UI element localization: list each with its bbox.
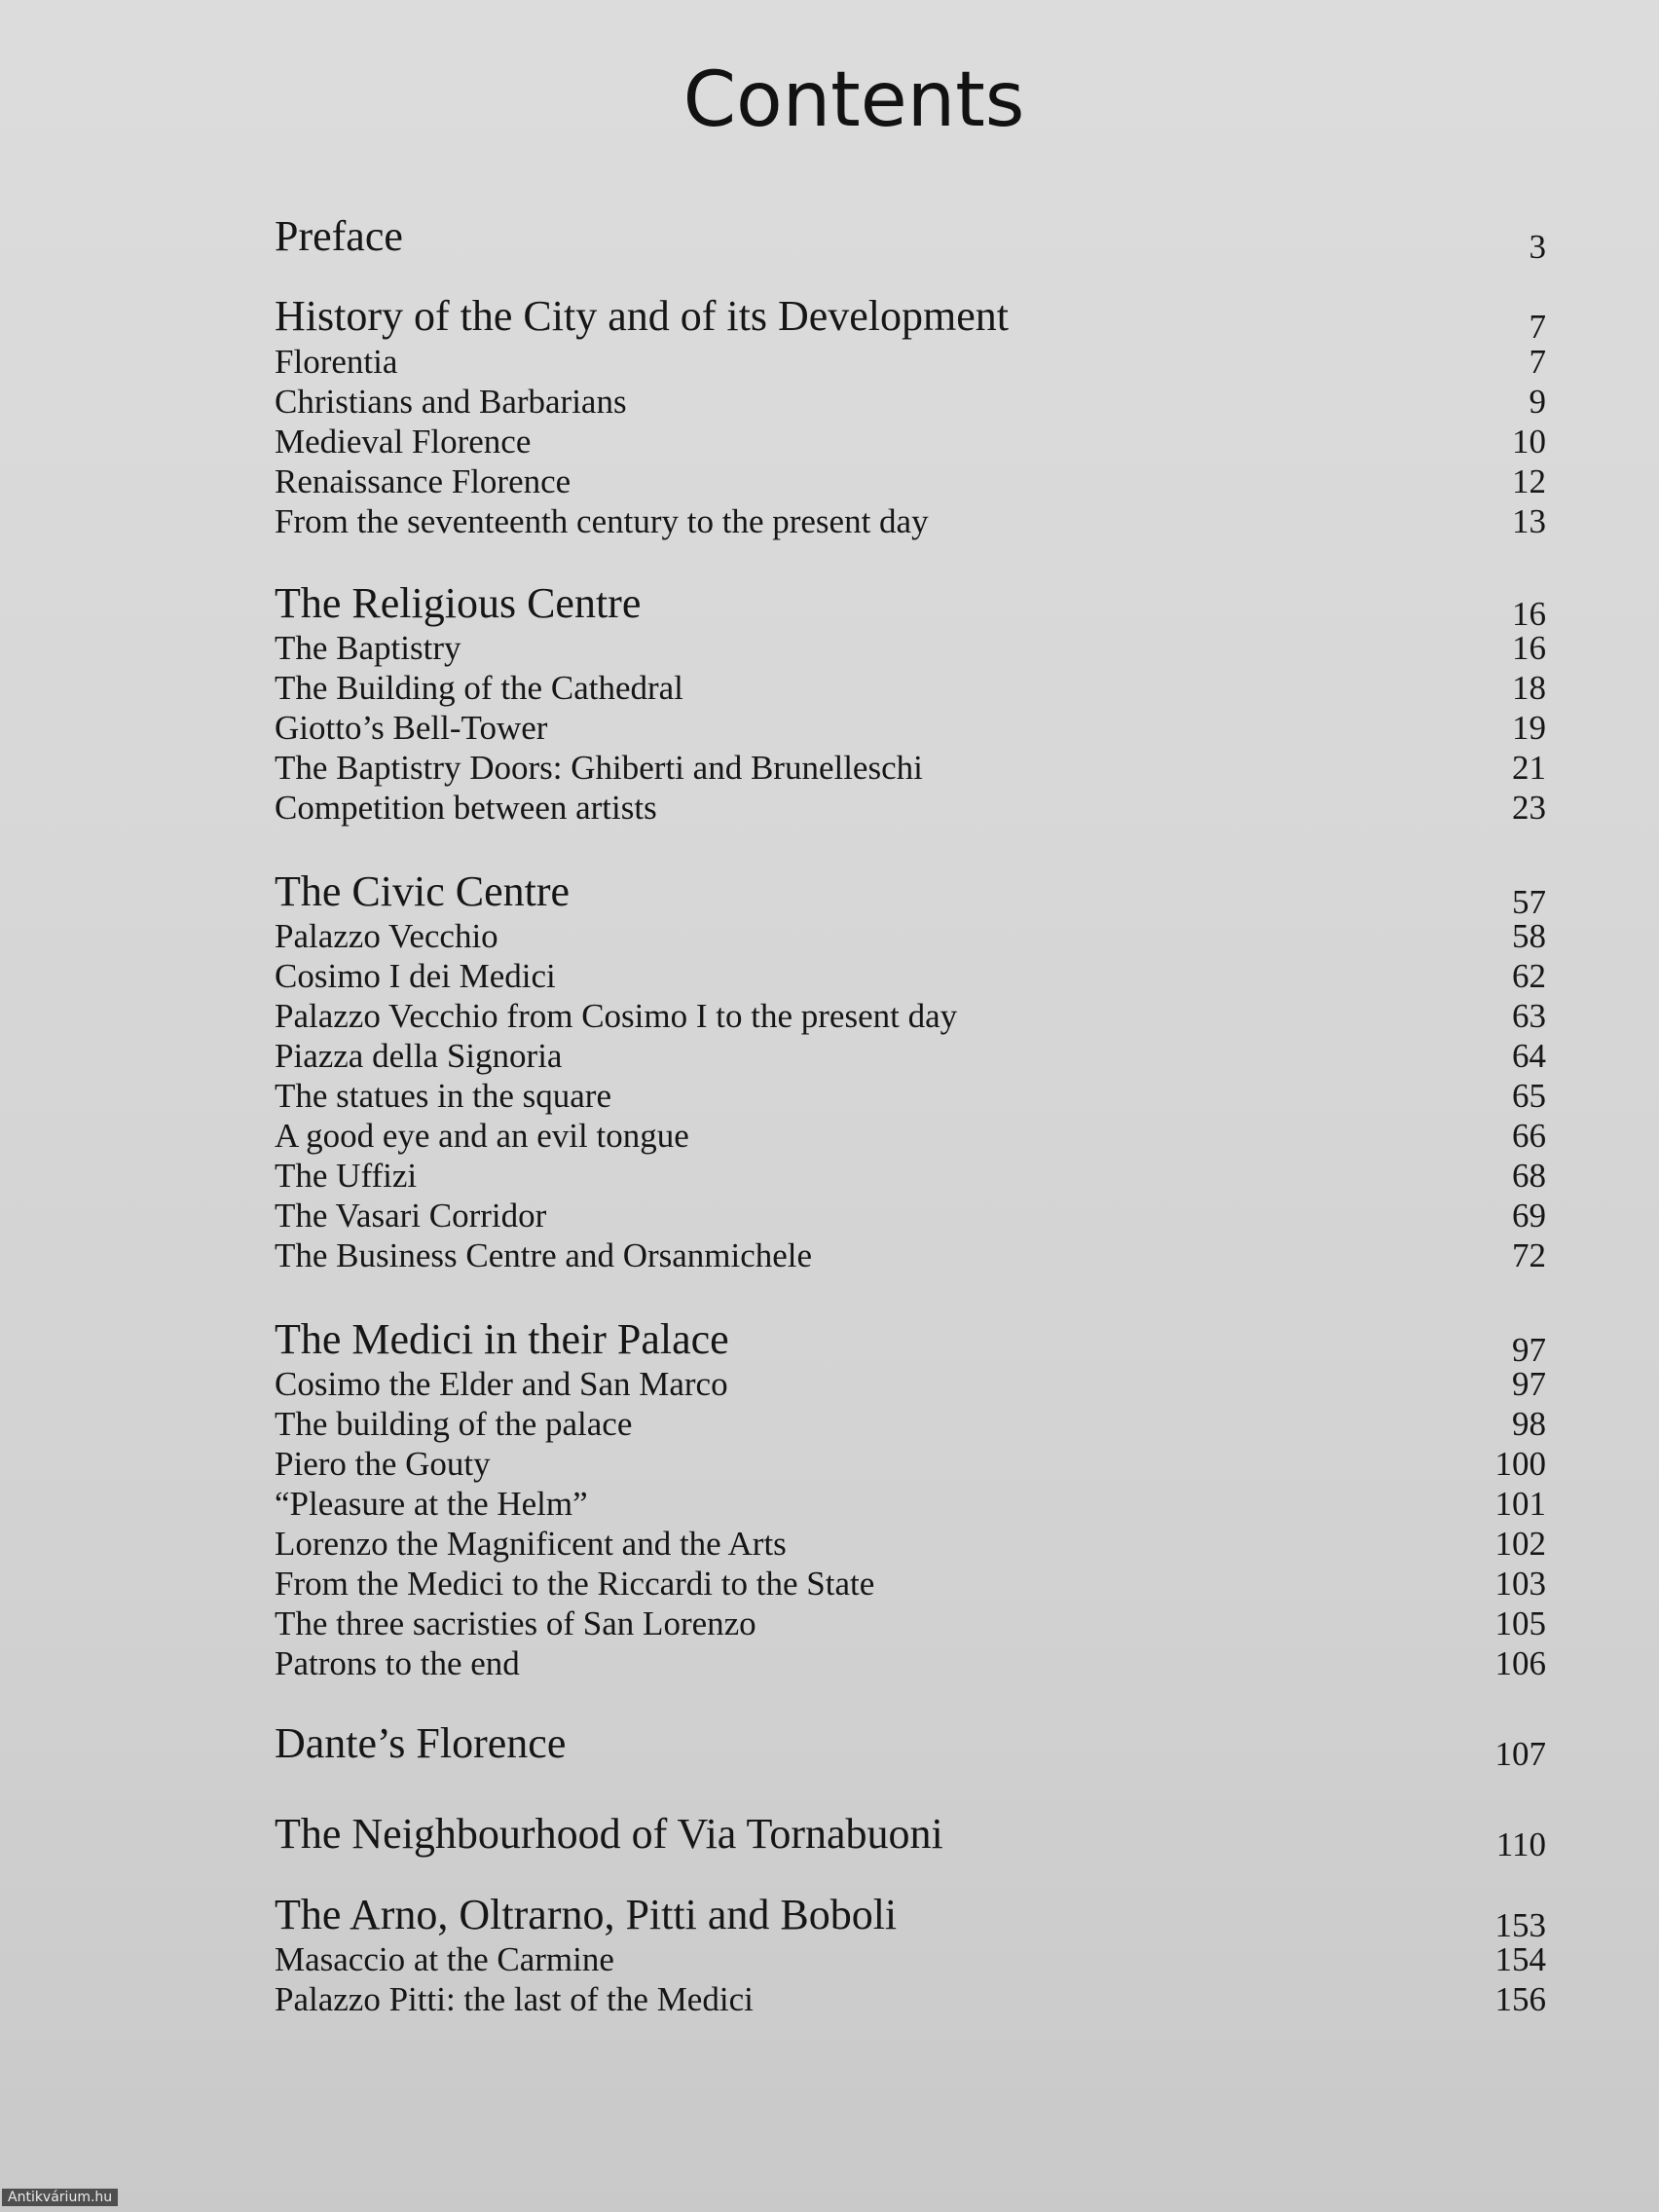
toc-entry-title: The three sacristies of San Lorenzo xyxy=(275,1604,756,1642)
toc-page-number: 7 xyxy=(1529,343,1546,381)
toc-entry-title: Piazza della Signoria xyxy=(275,1037,563,1075)
toc-page-number: 21 xyxy=(1512,749,1546,787)
toc-page-number: 18 xyxy=(1512,669,1546,707)
toc-entry-title: Preface xyxy=(275,212,403,260)
toc-entry-title: The Baptistry Doors: Ghiberti and Brunelleschi xyxy=(275,749,923,787)
toc-entry-title: The Medici in their Palace xyxy=(275,1315,729,1363)
toc-entry[interactable] xyxy=(275,1033,1546,1076)
toc-entry[interactable] xyxy=(275,498,1546,541)
toc-entry-title: Renaissance Florence xyxy=(275,462,571,500)
toc-page-number: 19 xyxy=(1512,709,1546,747)
toc-entry[interactable] xyxy=(275,459,1546,501)
toc-entry-title: The Uffizi xyxy=(275,1157,418,1195)
toc-entry[interactable] xyxy=(275,665,1546,708)
toc-entry-title: “Pleasure at the Helm” xyxy=(275,1485,588,1523)
toc-page-number: 16 xyxy=(1512,595,1546,633)
toc-entry[interactable] xyxy=(275,1561,1546,1604)
toc-entry-title: Florentia xyxy=(275,343,398,381)
toc-page-number: 156 xyxy=(1494,1980,1546,2018)
toc-entry-title: The Arno, Oltrarno, Pitti and Boboli xyxy=(275,1891,898,1938)
toc-page-number: 98 xyxy=(1512,1405,1546,1443)
toc-entry[interactable] xyxy=(275,1521,1546,1564)
toc-section-heading[interactable] xyxy=(275,1719,1546,1773)
toc-entry[interactable] xyxy=(275,1936,1546,1979)
toc-page-number: 12 xyxy=(1512,462,1546,500)
toc-entry[interactable] xyxy=(275,1641,1546,1683)
toc-page-number: 10 xyxy=(1512,423,1546,461)
toc-entry[interactable] xyxy=(275,993,1546,1036)
toc-entry[interactable] xyxy=(275,1073,1546,1116)
toc-entry[interactable] xyxy=(275,1976,1546,2019)
toc-section-heading[interactable] xyxy=(275,867,1546,921)
toc-page-number: 105 xyxy=(1494,1604,1546,1642)
toc-entry[interactable] xyxy=(275,953,1546,996)
toc-entry[interactable] xyxy=(275,1401,1546,1444)
toc-entry-title: Cosimo I dei Medici xyxy=(275,957,556,995)
toc-section-heading[interactable] xyxy=(275,212,1546,266)
toc-page-number: 3 xyxy=(1529,228,1546,266)
toc-entry[interactable] xyxy=(275,1441,1546,1484)
toc-page-number: 16 xyxy=(1512,629,1546,667)
toc-page-number: 58 xyxy=(1512,917,1546,955)
toc-entry-title: Cosimo the Elder and San Marco xyxy=(275,1365,728,1403)
toc-section-heading[interactable] xyxy=(275,1891,1546,1944)
toc-entry-title: The Business Centre and Orsanmichele xyxy=(275,1236,813,1274)
toc-entry-title: Palazzo Pitti: the last of the Medici xyxy=(275,1980,754,2018)
toc-page-number: 68 xyxy=(1512,1157,1546,1195)
toc-page-number: 103 xyxy=(1494,1565,1546,1603)
toc-section-heading[interactable] xyxy=(275,579,1546,633)
toc-entry[interactable] xyxy=(275,1153,1546,1196)
toc-entry-title: Palazzo Vecchio from Cosimo I to the present day xyxy=(275,997,958,1035)
toc-entry[interactable] xyxy=(275,745,1546,788)
toc-entry-title: Medieval Florence xyxy=(275,423,532,461)
toc-page-number: 9 xyxy=(1529,383,1546,421)
toc-page-number: 57 xyxy=(1512,883,1546,921)
toc-entry-title: Dante’s Florence xyxy=(275,1719,567,1767)
toc-page-number: 97 xyxy=(1512,1365,1546,1403)
toc-entry-title: From the Medici to the Riccardi to the State xyxy=(275,1565,875,1603)
toc-page-number: 62 xyxy=(1512,957,1546,995)
toc-entry[interactable] xyxy=(275,1113,1546,1156)
toc-page-number: 101 xyxy=(1494,1485,1546,1523)
toc-page-number: 63 xyxy=(1512,997,1546,1035)
toc-entry[interactable] xyxy=(275,705,1546,748)
toc-entry[interactable] xyxy=(275,913,1546,956)
toc-entry[interactable] xyxy=(275,1361,1546,1404)
toc-section-heading[interactable] xyxy=(275,292,1546,346)
toc-page-number: 107 xyxy=(1494,1735,1546,1773)
toc-page-number: 106 xyxy=(1494,1644,1546,1682)
page-title: Contents xyxy=(682,56,1025,144)
toc-page-number: 65 xyxy=(1512,1077,1546,1115)
toc-entry-title: The statues in the square xyxy=(275,1077,612,1115)
toc-entry-title: Christians and Barbarians xyxy=(275,383,627,421)
toc-entry[interactable] xyxy=(275,419,1546,461)
toc-entry[interactable] xyxy=(275,1193,1546,1235)
toc-entry-title: History of the City and of its Development xyxy=(275,292,1009,340)
toc-page-number: 69 xyxy=(1512,1197,1546,1235)
toc-entry[interactable] xyxy=(275,379,1546,422)
toc-page-number: 66 xyxy=(1512,1117,1546,1155)
toc-page-number: 64 xyxy=(1512,1037,1546,1075)
toc-entry-title: Masaccio at the Carmine xyxy=(275,1940,614,1978)
toc-entry-title: The building of the palace xyxy=(275,1405,633,1443)
toc-entry-title: The Religious Centre xyxy=(275,579,642,627)
toc-page-number: 153 xyxy=(1494,1906,1546,1944)
toc-entry-title: The Civic Centre xyxy=(275,867,571,915)
toc-entry-title: Lorenzo the Magnificent and the Arts xyxy=(275,1525,787,1563)
toc-page-number: 72 xyxy=(1512,1236,1546,1274)
toc-page-number: 102 xyxy=(1494,1525,1546,1563)
toc-entry-title: The Building of the Cathedral xyxy=(275,669,683,707)
toc-entry-title: Piero the Gouty xyxy=(275,1445,491,1483)
toc-entry-title: Competition between artists xyxy=(275,789,657,827)
toc-entry-title: Patrons to the end xyxy=(275,1644,520,1682)
toc-entry-title: Giotto’s Bell-Tower xyxy=(275,709,548,747)
toc-entry-title: Palazzo Vecchio xyxy=(275,917,498,955)
toc-page-number: 100 xyxy=(1494,1445,1546,1483)
toc-page-number: 13 xyxy=(1512,502,1546,540)
toc-entry[interactable] xyxy=(275,785,1546,828)
toc-entry-title: A good eye and an evil tongue xyxy=(275,1117,689,1155)
toc-entry-title: The Vasari Corridor xyxy=(275,1197,547,1235)
toc-section-heading[interactable] xyxy=(275,1315,1546,1369)
toc-page-number: 97 xyxy=(1512,1331,1546,1369)
toc-entry[interactable] xyxy=(275,1601,1546,1643)
toc-page-number: 7 xyxy=(1529,308,1546,346)
toc-entry[interactable] xyxy=(275,1481,1546,1524)
toc-page-number: 23 xyxy=(1512,789,1546,827)
toc-entry[interactable] xyxy=(275,339,1546,382)
toc-page-number: 154 xyxy=(1494,1940,1546,1978)
toc-entry[interactable] xyxy=(275,625,1546,668)
toc-entry[interactable] xyxy=(275,1233,1546,1275)
toc-page-number: 110 xyxy=(1495,1825,1546,1863)
toc-entry-title: The Baptistry xyxy=(275,629,461,667)
toc-entry-title: From the seventeenth century to the present day xyxy=(275,502,929,540)
watermark: Antikvárium.hu xyxy=(2,2189,118,2206)
toc-entry-title: The Neighbourhood of Via Tornabuoni xyxy=(275,1810,943,1858)
toc-section-heading[interactable] xyxy=(275,1810,1546,1863)
